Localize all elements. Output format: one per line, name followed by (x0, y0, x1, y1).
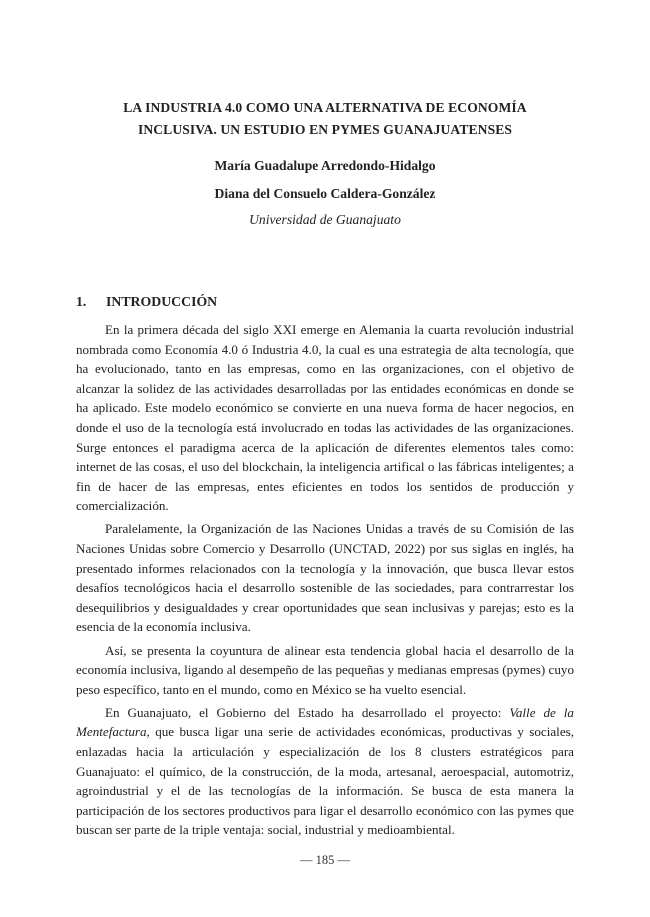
body-text (76, 320, 574, 843)
paragraph-4-text-end: , que busca ligar una serie de actividades económicas, productivas y sociales, enlazadas hacia la articulación y especialización de los 8 clusters estratégicos para Guanajuato: el químico, de la construcción, de la moda, artesanal, aeroespacial, automotriz, agroindustrial y el de las tecnologías de la información. Se busca de esta manera la participación de los sectores productivos para ligar el desarrollo económico con las pymes que buscan ser parte de la triple ventaja: social, industrial y medioambiental. (76, 724, 574, 838)
author-2: Diana del Consuelo Caldera-González (214, 186, 436, 201)
page-number: — 185 — (300, 853, 350, 867)
paper-title (60, 97, 590, 141)
paragraph-2: Paralelamente, la Organización de las Naciones Unidas a través de su Comisión de las Naciones Unidas sobre Comercio y Desarrollo (UNCTAD, 2022) por sus siglas en inglés, ha presentado informes relacionados con la tecnología y la innovación, que busca llevar estos desafíos tecnológicos hacia el desarrollo sostenible de las sociedades, para contrarrestar los desequilibrios y desigualdades y crear oportunidades que sean inclusivas y parejas; esto es la esencia de la economía inclusiva. (76, 521, 574, 635)
affiliation: Universidad de Guanajuato (249, 212, 401, 227)
paragraph-4 (76, 703, 574, 840)
section-number: 1. (76, 294, 87, 309)
paper-title-line-2: INCLUSIVA. UN ESTUDIO EN PYMES GUANAJUATENSES (137, 122, 513, 137)
paragraph-3: Así, se presenta la coyuntura de alinear esta tendencia global hacia el desarrollo de la economía inclusiva, ligando al desempeño de las pequeñas y medianas empresas (pymes) cuyo peso específico, tanto en el mundo, como en México se ha vuelto esencial. (76, 642, 574, 697)
paper-title-line-1: LA INDUSTRIA 4.0 COMO UNA ALTERNATIVA DE ECONOMÍA (123, 100, 527, 115)
paragraph-4-text-start: En Guanajuato, el Gobierno del Estado ha desarrollado el proyecto: (105, 704, 510, 720)
paragraph-1: En la primera década del siglo XXI emerge en Alemania la cuarta revolución industrial nombrada como Economía 4.0 ó Industria 4.0, la cual es una estrategia de alta tecnología, que ha evolucionado, tanto en las empresas, como en las organizaciones, con el objetivo de alcanzar la solidez de las actividades desarrolladas por las entidades económicas en donde se ha aplicado. Este modelo económico se convierte en una nueva forma de hacer negocios, en donde el uso de la tecnología está involucrado en todas las actividades de las organizaciones. Surge entonces el paradigma acerca de la aplicación de diferentes elementos tales como: internet de las cosas, el uso del blockchain, la inteligencia artifical o las fábricas inteligentes; a fin de hacer de las empresas, entes eficientes en todos los sentidos de producción y comercialización. (76, 322, 574, 514)
section-title: INTRODUCCIÓN (106, 294, 218, 309)
project-name-italic: Valle de la Mentefactura (76, 704, 574, 740)
author-1: María Guadalupe Arredondo-Hidalgo (214, 158, 436, 173)
section-heading (76, 292, 217, 312)
